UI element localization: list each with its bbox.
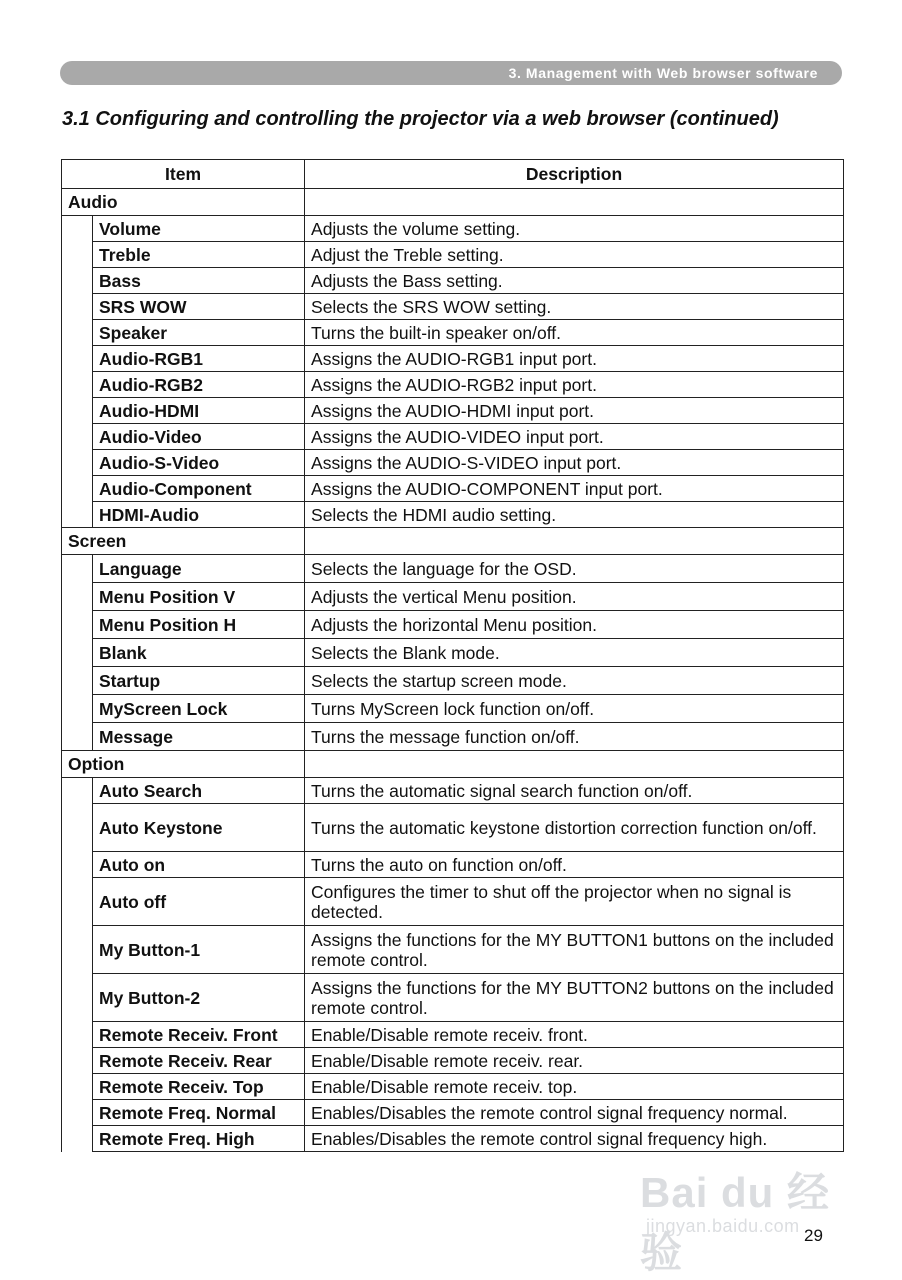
item-cell: Auto Keystone <box>93 804 305 852</box>
description-cell: Enable/Disable remote receiv. top. <box>305 1074 844 1100</box>
group-row <box>62 751 844 778</box>
table-row <box>62 926 844 974</box>
indent-cell <box>62 878 93 926</box>
table-row <box>62 804 844 852</box>
table-row <box>62 611 844 639</box>
item-cell: Speaker <box>93 320 305 346</box>
item-cell: SRS WOW <box>93 294 305 320</box>
table-row <box>62 1126 844 1152</box>
indent-cell <box>62 1100 93 1126</box>
description-cell: Turns the automatic signal search function on/off. <box>305 778 844 804</box>
description-cell: Adjusts the vertical Menu position. <box>305 583 844 611</box>
description-cell: Selects the startup screen mode. <box>305 667 844 695</box>
table-row <box>62 216 844 242</box>
description-cell: Assigns the AUDIO-RGB1 input port. <box>305 346 844 372</box>
item-cell: Auto on <box>93 852 305 878</box>
indent-cell <box>62 320 93 346</box>
indent-cell <box>62 778 93 804</box>
page-number: 29 <box>804 1226 823 1245</box>
table-row <box>62 372 844 398</box>
item-cell: Audio-S-Video <box>93 450 305 476</box>
indent-cell <box>62 424 93 450</box>
table-row <box>62 583 844 611</box>
description-cell: Assigns the AUDIO-COMPONENT input port. <box>305 476 844 502</box>
page-title: 3.1 Configuring and controlling the projector via a web browser (continued) <box>62 108 779 130</box>
description-cell: Assigns the functions for the MY BUTTON2 buttons on the included remote control. <box>305 974 844 1022</box>
item-cell: Audio-Video <box>93 424 305 450</box>
description-cell: Enable/Disable remote receiv. rear. <box>305 1048 844 1074</box>
group-description-empty <box>305 189 844 216</box>
description-cell: Enable/Disable remote receiv. front. <box>305 1022 844 1048</box>
item-cell: Message <box>93 723 305 751</box>
item-cell: Remote Receiv. Rear <box>93 1048 305 1074</box>
description-cell: Selects the language for the OSD. <box>305 555 844 583</box>
description-cell: Assigns the AUDIO-VIDEO input port. <box>305 424 844 450</box>
table-row <box>62 1074 844 1100</box>
item-cell: Auto Search <box>93 778 305 804</box>
description-cell: Adjust the Treble setting. <box>305 242 844 268</box>
table-row <box>62 723 844 751</box>
indent-cell <box>62 476 93 502</box>
indent-cell <box>62 398 93 424</box>
table-row <box>62 502 844 528</box>
item-cell: Remote Freq. High <box>93 1126 305 1152</box>
description-cell: Turns the automatic keystone distortion correction function on/off. <box>305 804 844 852</box>
description-cell: Assigns the functions for the MY BUTTON1 buttons on the included remote control. <box>305 926 844 974</box>
table-row <box>62 974 844 1022</box>
indent-cell <box>62 852 93 878</box>
table-row <box>62 852 844 878</box>
table-row <box>62 878 844 926</box>
item-cell: Bass <box>93 268 305 294</box>
settings-table <box>61 159 844 1152</box>
column-header-item: Item <box>62 160 305 189</box>
indent-cell <box>62 1126 93 1152</box>
item-cell: Remote Freq. Normal <box>93 1100 305 1126</box>
indent-cell <box>62 555 93 583</box>
description-cell: Turns the auto on function on/off. <box>305 852 844 878</box>
description-cell: Adjusts the volume setting. <box>305 216 844 242</box>
table-row <box>62 294 844 320</box>
table-row <box>62 555 844 583</box>
description-cell: Adjusts the horizontal Menu position. <box>305 611 844 639</box>
description-cell: Adjusts the Bass setting. <box>305 268 844 294</box>
chapter-header-text: 3. Management with Web browser software <box>508 65 818 81</box>
table-row <box>62 268 844 294</box>
item-cell: Audio-HDMI <box>93 398 305 424</box>
indent-cell <box>62 1074 93 1100</box>
watermark-brand: Bai du 经验 <box>640 1169 831 1276</box>
table-row <box>62 1048 844 1074</box>
item-cell: Audio-Component <box>93 476 305 502</box>
indent-cell <box>62 1048 93 1074</box>
item-cell: Volume <box>93 216 305 242</box>
watermark-url: jingyan.baidu.com <box>646 1216 800 1236</box>
indent-cell <box>62 695 93 723</box>
chapter-header-bar <box>60 61 842 85</box>
table-row <box>62 242 844 268</box>
column-header-description: Description <box>305 160 844 189</box>
item-cell: Treble <box>93 242 305 268</box>
description-cell: Assigns the AUDIO-S-VIDEO input port. <box>305 450 844 476</box>
indent-cell <box>62 216 93 242</box>
table-row <box>62 476 844 502</box>
description-cell: Selects the HDMI audio setting. <box>305 502 844 528</box>
baidu-watermark <box>640 1160 860 1276</box>
item-cell: Startup <box>93 667 305 695</box>
description-cell: Selects the Blank mode. <box>305 639 844 667</box>
table-row <box>62 667 844 695</box>
table-row <box>62 778 844 804</box>
table-row <box>62 398 844 424</box>
description-cell: Enables/Disables the remote control signal frequency normal. <box>305 1100 844 1126</box>
indent-cell <box>62 926 93 974</box>
indent-cell <box>62 583 93 611</box>
indent-cell <box>62 502 93 528</box>
indent-cell <box>62 346 93 372</box>
table-row <box>62 1022 844 1048</box>
description-cell: Selects the SRS WOW setting. <box>305 294 844 320</box>
item-cell: Menu Position V <box>93 583 305 611</box>
description-cell: Turns MyScreen lock function on/off. <box>305 695 844 723</box>
item-cell: Audio-RGB1 <box>93 346 305 372</box>
indent-cell <box>62 611 93 639</box>
item-cell: Auto off <box>93 878 305 926</box>
indent-cell <box>62 723 93 751</box>
item-cell: Menu Position H <box>93 611 305 639</box>
indent-cell <box>62 242 93 268</box>
group-row <box>62 189 844 216</box>
table-header-row <box>62 160 844 189</box>
indent-cell <box>62 804 93 852</box>
table-row <box>62 639 844 667</box>
item-cell: My Button-2 <box>93 974 305 1022</box>
group-description-empty <box>305 528 844 555</box>
table-row <box>62 450 844 476</box>
description-cell: Configures the timer to shut off the projector when no signal is detected. <box>305 878 844 926</box>
group-label: Option <box>62 751 305 778</box>
item-cell: Audio-RGB2 <box>93 372 305 398</box>
description-cell: Assigns the AUDIO-HDMI input port. <box>305 398 844 424</box>
indent-cell <box>62 268 93 294</box>
indent-cell <box>62 974 93 1022</box>
indent-cell <box>62 450 93 476</box>
table-row <box>62 695 844 723</box>
description-cell: Assigns the AUDIO-RGB2 input port. <box>305 372 844 398</box>
group-label: Screen <box>62 528 305 555</box>
table-body <box>62 189 844 1152</box>
description-cell: Turns the message function on/off. <box>305 723 844 751</box>
indent-cell <box>62 667 93 695</box>
item-cell: MyScreen Lock <box>93 695 305 723</box>
description-cell: Enables/Disables the remote control signal frequency high. <box>305 1126 844 1152</box>
item-cell: Remote Receiv. Front <box>93 1022 305 1048</box>
table-row <box>62 320 844 346</box>
group-label: Audio <box>62 189 305 216</box>
table-row <box>62 424 844 450</box>
item-cell: Language <box>93 555 305 583</box>
group-description-empty <box>305 751 844 778</box>
indent-cell <box>62 1022 93 1048</box>
indent-cell <box>62 639 93 667</box>
item-cell: My Button-1 <box>93 926 305 974</box>
item-cell: Remote Receiv. Top <box>93 1074 305 1100</box>
table-row <box>62 1100 844 1126</box>
group-row <box>62 528 844 555</box>
indent-cell <box>62 294 93 320</box>
table-row <box>62 346 844 372</box>
item-cell: Blank <box>93 639 305 667</box>
indent-cell <box>62 372 93 398</box>
description-cell: Turns the built-in speaker on/off. <box>305 320 844 346</box>
item-cell: HDMI-Audio <box>93 502 305 528</box>
